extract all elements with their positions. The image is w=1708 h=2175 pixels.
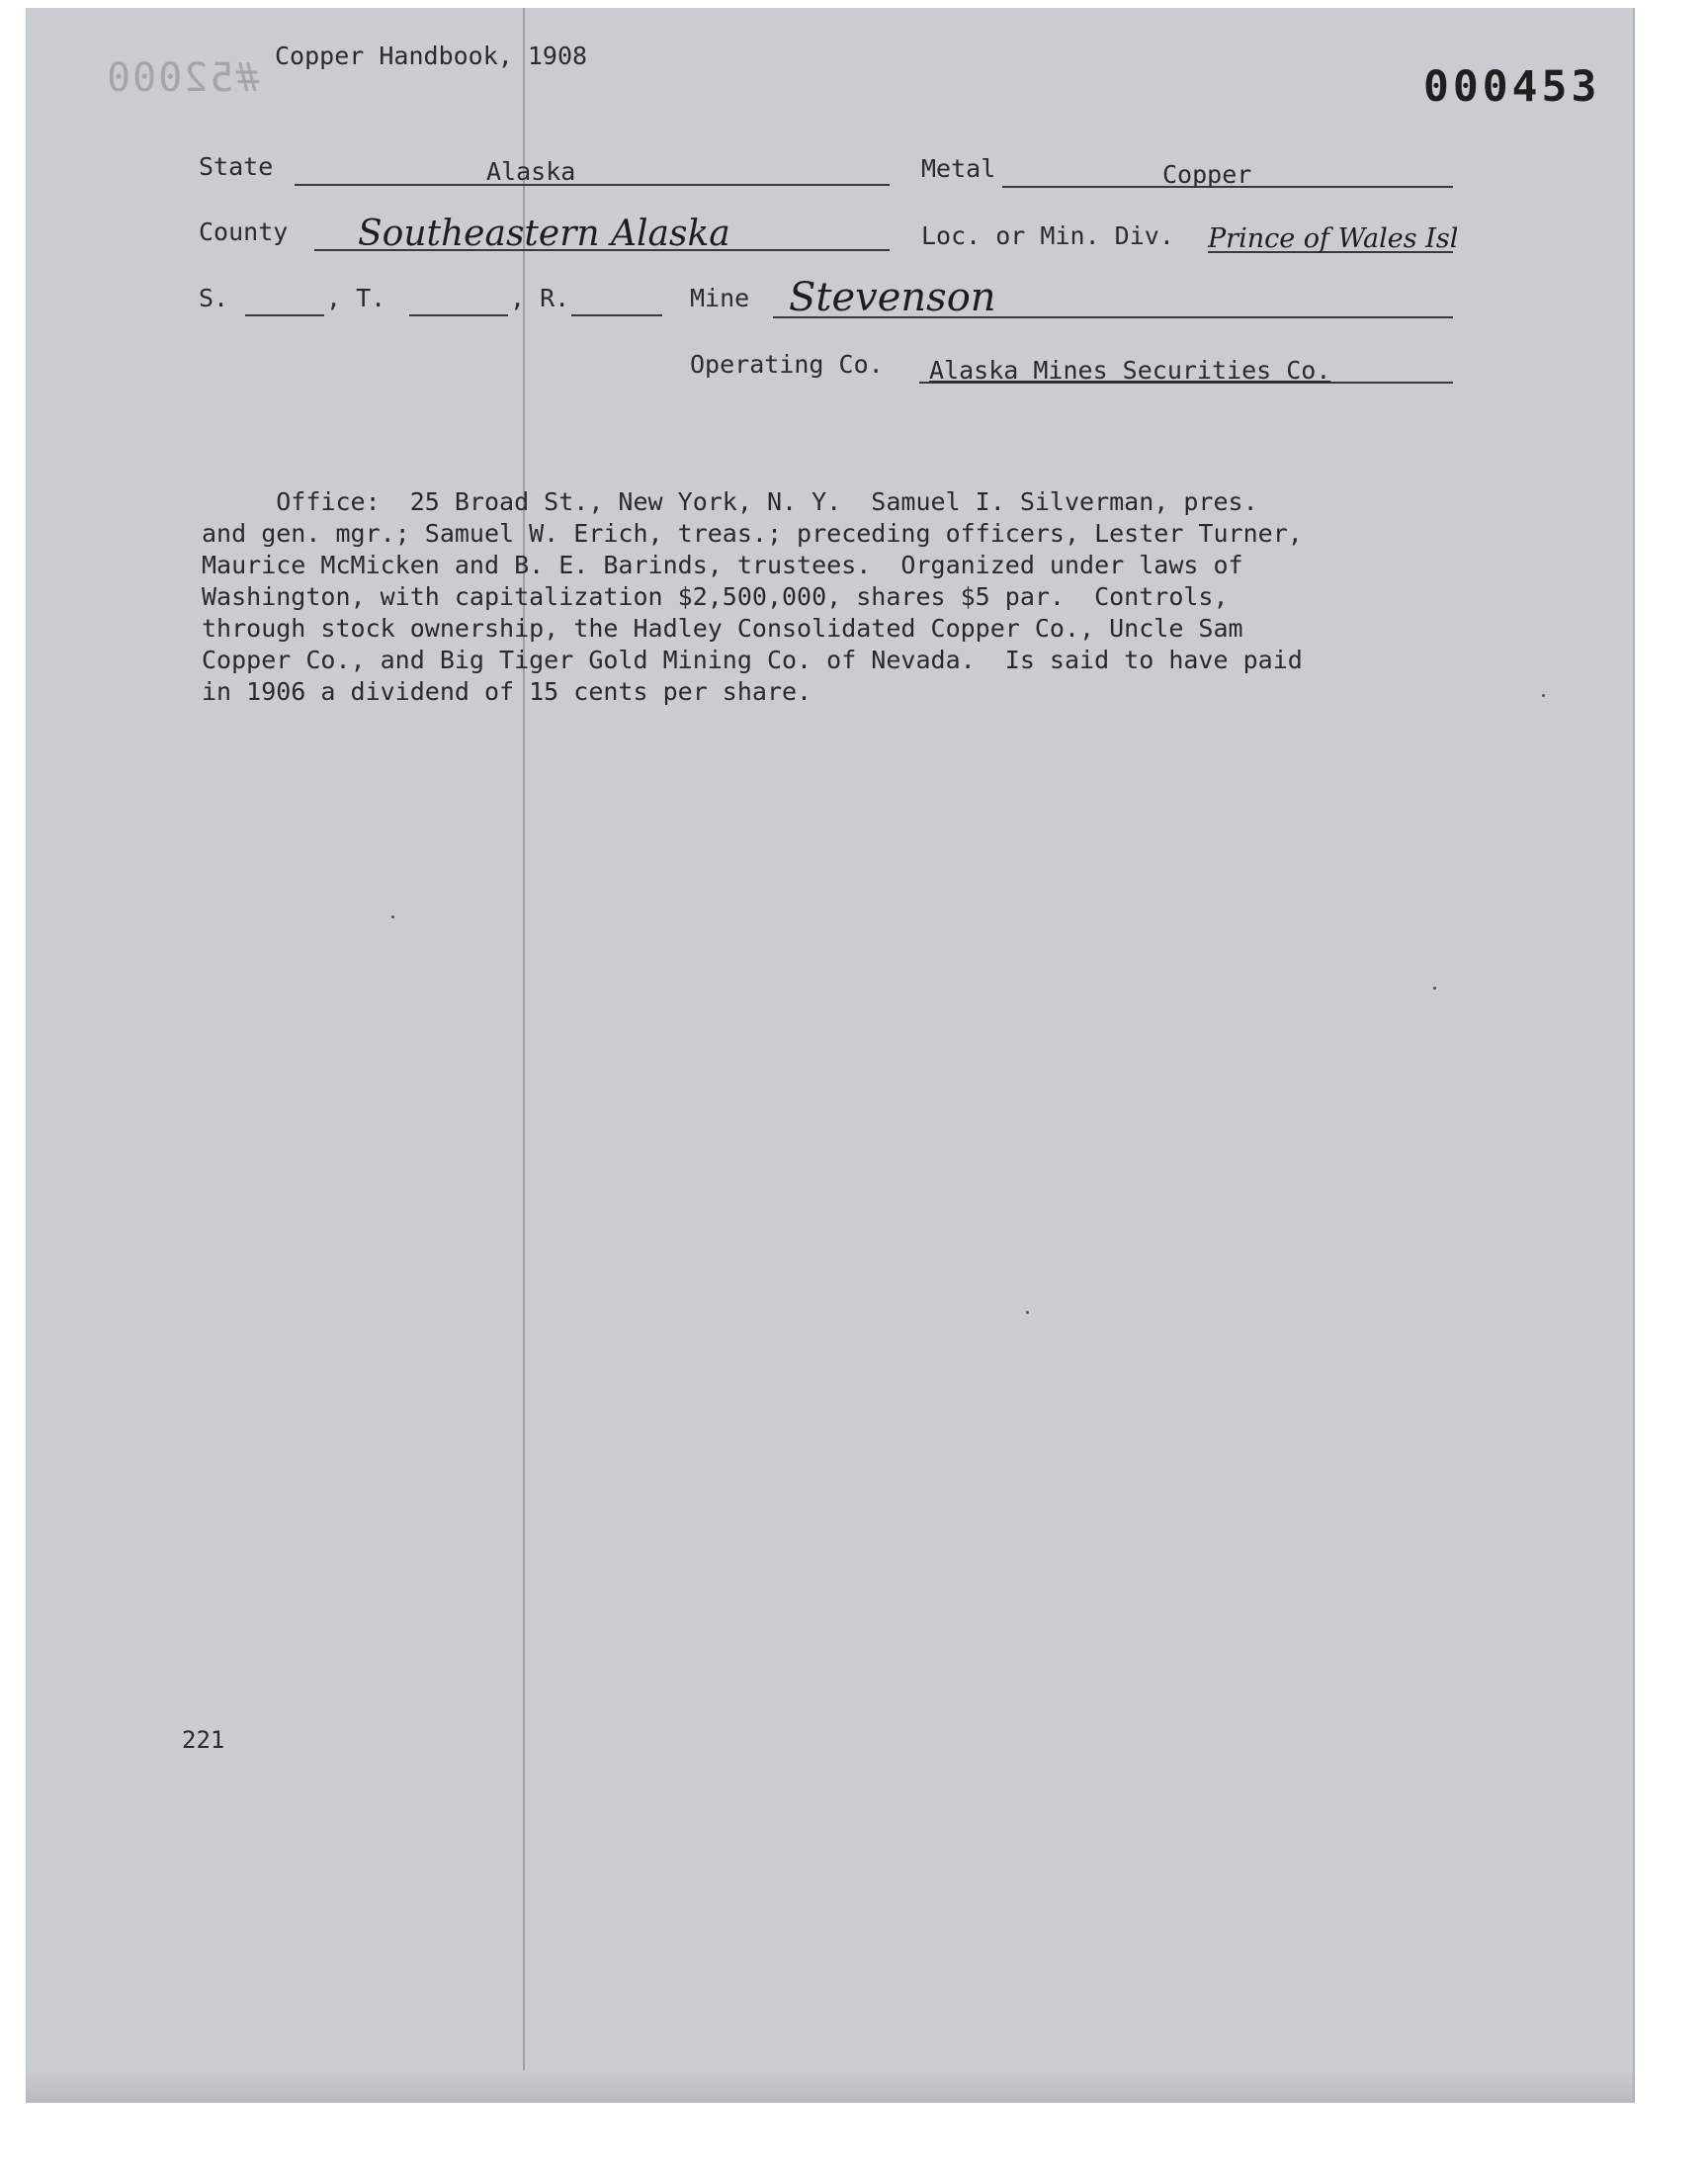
range-underline <box>571 314 662 316</box>
body-line: and gen. mgr.; Samuel W. Erich, treas.; preceding officers, Lester Turner, <box>202 519 1303 548</box>
scan-speck <box>1542 694 1545 697</box>
state-label: State <box>199 152 274 181</box>
scan-speck <box>1026 1311 1029 1314</box>
source-title: Copper Handbook, 1908 <box>275 42 588 70</box>
section-label: S. <box>199 284 229 312</box>
county-label: County <box>199 218 289 246</box>
scan-speck <box>391 915 394 918</box>
metal-label: Metal <box>921 154 996 183</box>
body-line: Washington, with capitalization $2,500,000, shares $5 par. Controls, <box>202 582 1229 611</box>
mine-value: Stevenson <box>789 275 996 320</box>
scan-speck <box>1433 987 1436 990</box>
record-body <box>202 486 1303 708</box>
scan-edge <box>26 2070 1633 2100</box>
state-value: Alaska <box>486 157 576 186</box>
page-number: 221 <box>182 1726 225 1754</box>
fold-line <box>523 8 525 2100</box>
mine-label: Mine <box>690 284 750 312</box>
record-card <box>26 8 1635 2103</box>
state-underline <box>295 184 890 186</box>
body-line: Maurice McMicken and B. E. Barinds, trustees. Organized under laws of <box>202 551 1243 579</box>
body-line: through stock ownership, the Hadley Consolidated Copper Co., Uncle Sam <box>202 614 1243 643</box>
county-value: Southeastern Alaska <box>358 214 730 254</box>
township-underline <box>409 314 508 316</box>
metal-value: Copper <box>1162 160 1252 189</box>
ghost-stamp: #52000 <box>105 55 260 101</box>
loc-value: Prince of Wales Isl <box>1208 223 1459 254</box>
township-label: , T. <box>326 284 386 312</box>
loc-label: Loc. or Min. Div. <box>921 221 1174 250</box>
section-underline <box>245 314 324 316</box>
body-line: Copper Co., and Big Tiger Gold Mining Co. of Nevada. Is said to have paid <box>202 646 1303 674</box>
range-label: , R. <box>510 284 570 312</box>
record-number: 000453 <box>1423 62 1601 112</box>
operating-label: Operating Co. <box>690 350 884 379</box>
body-line: in 1906 a dividend of 15 cents per share. <box>202 677 812 706</box>
body-line: Office: 25 Broad St., New York, N. Y. Samuel I. Silverman, pres. <box>202 487 1258 516</box>
operating-value: Alaska Mines Securities Co. <box>929 356 1331 385</box>
